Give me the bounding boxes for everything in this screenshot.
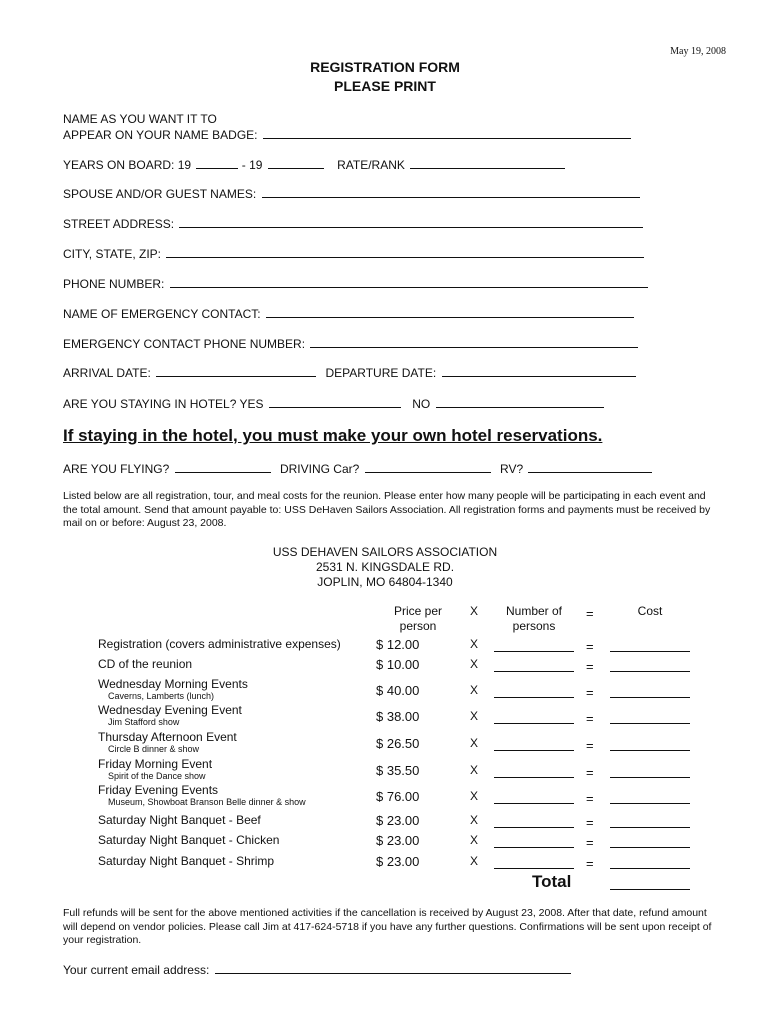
event-price: $ 76.00 xyxy=(376,789,420,804)
cost-blank[interactable] xyxy=(610,697,690,698)
name-badge-label-line1: NAME AS YOU WANT IT TO xyxy=(63,112,217,126)
refund-paragraph: Full refunds will be sent for the above mentioned activities if the cancellation is received by August 23, 2008. After that date, refund amount will depend on vendor policies. Please call Jim at 417-624-5718 if you have any further questions. Confirmations will be sent upon receipt of your registration. xyxy=(63,907,712,946)
persons-blank[interactable] xyxy=(494,777,574,778)
event-price: $ 40.00 xyxy=(376,683,420,698)
rate-rank-blank[interactable] xyxy=(410,157,565,169)
event-description: Jim Stafford show xyxy=(108,717,180,727)
arrival-date-blank[interactable] xyxy=(156,365,316,377)
street-address-blank[interactable] xyxy=(179,216,643,228)
event-name: Saturday Night Banquet - Chicken xyxy=(98,833,280,847)
total-label: Total xyxy=(532,872,572,891)
years-to-blank[interactable] xyxy=(268,157,324,169)
name-badge-label: APPEAR ON YOUR NAME BADGE: xyxy=(63,128,258,142)
emergency-phone-blank[interactable] xyxy=(310,336,638,348)
multiply-sign: X xyxy=(470,763,479,777)
event-description: Caverns, Lamberts (lunch) xyxy=(108,691,215,701)
cost-blank[interactable] xyxy=(610,723,690,724)
emergency-phone-label: EMERGENCY CONTACT PHONE NUMBER: xyxy=(63,337,306,351)
event-name: Thursday Afternoon Event xyxy=(98,730,237,744)
eq-header: = xyxy=(586,606,594,621)
address-line-3: JOPLIN, MO 64804-1340 xyxy=(317,575,453,589)
persons-blank[interactable] xyxy=(494,868,574,869)
equals-sign: = xyxy=(586,856,594,871)
equals-sign: = xyxy=(586,765,594,780)
event-price: $ 23.00 xyxy=(376,813,420,828)
multiply-sign: X xyxy=(470,833,479,847)
event-name: Wednesday Evening Event xyxy=(98,703,242,717)
hotel-yes-blank[interactable] xyxy=(269,396,401,408)
event-description: Circle B dinner & show xyxy=(108,744,200,754)
hotel-no-label: NO xyxy=(412,397,431,411)
equals-sign: = xyxy=(586,738,594,753)
cost-blank[interactable] xyxy=(610,827,690,828)
rv-blank[interactable] xyxy=(528,461,652,473)
city-state-zip-field[interactable] xyxy=(63,246,644,261)
equals-sign: = xyxy=(586,659,594,674)
years-on-board-field[interactable] xyxy=(63,157,565,172)
multiply-sign: X xyxy=(470,657,479,671)
event-name: Wednesday Morning Events xyxy=(98,677,248,691)
price-header: Price per person xyxy=(393,604,443,633)
persons-blank[interactable] xyxy=(494,827,574,828)
driving-label: DRIVING Car? xyxy=(279,462,360,476)
hotel-stay-field[interactable] xyxy=(63,396,604,411)
event-name: Registration (covers administrative expenses) xyxy=(98,637,341,651)
emergency-phone-field[interactable] xyxy=(63,336,638,351)
event-name: Friday Morning Event xyxy=(98,757,213,771)
arrival-date-label: ARRIVAL DATE: xyxy=(63,366,151,380)
years-on-board-label: YEARS ON BOARD: 19 xyxy=(63,158,192,172)
hotel-no-blank[interactable] xyxy=(436,396,604,408)
hotel-notice: If staying in the hotel, you must make your own hotel reservations. xyxy=(63,426,603,445)
departure-date-label: DEPARTURE DATE: xyxy=(325,366,437,380)
street-address-label: STREET ADDRESS: xyxy=(63,217,175,231)
event-name: CD of the reunion xyxy=(98,657,193,671)
cost-blank[interactable] xyxy=(610,847,690,848)
rate-rank-label: RATE/RANK xyxy=(337,158,405,172)
event-name: Saturday Night Banquet - Shrimp xyxy=(98,854,275,868)
multiply-sign: X xyxy=(470,736,479,750)
name-badge-field[interactable] xyxy=(63,127,631,142)
email-label: Your current email address: xyxy=(63,963,210,977)
travel-field[interactable] xyxy=(63,461,652,476)
event-description: Museum, Showboat Branson Belle dinner & show xyxy=(108,797,306,807)
form-date: May 19, 2008 xyxy=(670,46,726,57)
event-price: $ 23.00 xyxy=(376,854,420,869)
city-state-zip-label: CITY, STATE, ZIP: xyxy=(63,247,162,261)
event-name: Friday Evening Events xyxy=(98,783,219,797)
persons-blank[interactable] xyxy=(494,697,574,698)
persons-blank[interactable] xyxy=(494,651,574,652)
number-header: Number of persons xyxy=(505,604,563,633)
street-address-field[interactable] xyxy=(63,216,643,231)
cost-blank[interactable] xyxy=(610,750,690,751)
event-price: $ 35.50 xyxy=(376,763,420,778)
email-blank[interactable] xyxy=(215,962,571,974)
emergency-contact-label: NAME OF EMERGENCY CONTACT: xyxy=(63,307,261,321)
multiply-sign: X xyxy=(470,709,479,723)
cost-header: Cost xyxy=(637,604,663,618)
emergency-contact-field[interactable] xyxy=(63,306,634,321)
city-state-zip-blank[interactable] xyxy=(166,246,644,258)
persons-blank[interactable] xyxy=(494,803,574,804)
phone-number-field[interactable] xyxy=(63,276,648,291)
emergency-contact-blank[interactable] xyxy=(266,306,634,318)
driving-blank[interactable] xyxy=(365,461,491,473)
persons-blank[interactable] xyxy=(494,847,574,848)
intro-paragraph: Listed below are all registration, tour, and meal costs for the reunion. Please enter how many people will be participating in each event and the total amount. Send that amount payable to: USS DeHaven Sailors Association. All registration forms and payments must be received by mail on or before: August 23, 2008. xyxy=(63,490,711,529)
event-price: $ 23.00 xyxy=(376,833,420,848)
persons-blank[interactable] xyxy=(494,671,574,672)
rv-label: RV? xyxy=(500,462,524,476)
cost-blank[interactable] xyxy=(610,868,690,869)
email-field[interactable] xyxy=(63,962,571,977)
departure-date-blank[interactable] xyxy=(442,365,636,377)
cost-blank[interactable] xyxy=(610,777,690,778)
years-from-blank[interactable] xyxy=(196,157,238,169)
multiply-sign: X xyxy=(470,683,479,697)
cost-blank[interactable] xyxy=(610,803,690,804)
flying-label: ARE YOU FLYING? xyxy=(63,462,170,476)
multiply-sign: X xyxy=(470,637,479,651)
x-header: X xyxy=(470,604,479,618)
multiply-sign: X xyxy=(470,854,479,868)
equals-sign: = xyxy=(586,791,594,806)
hotel-stay-label: ARE YOU STAYING IN HOTEL? YES xyxy=(63,397,264,411)
spouse-guest-label: SPOUSE AND/OR GUEST NAMES: xyxy=(63,187,257,201)
phone-number-blank[interactable] xyxy=(170,276,648,288)
event-description: Spirit of the Dance show xyxy=(108,771,206,781)
multiply-sign: X xyxy=(470,813,479,827)
flying-blank[interactable] xyxy=(175,461,271,473)
form-subtitle: PLEASE PRINT xyxy=(334,78,436,94)
equals-sign: = xyxy=(586,639,594,654)
arrival-departure-field[interactable] xyxy=(63,365,636,380)
equals-sign: = xyxy=(586,815,594,830)
event-price: $ 10.00 xyxy=(376,657,420,672)
event-price: $ 12.00 xyxy=(376,637,420,652)
persons-blank[interactable] xyxy=(494,750,574,751)
address-line-1: USS DEHAVEN SAILORS ASSOCIATION xyxy=(272,545,498,559)
equals-sign: = xyxy=(586,711,594,726)
event-name: Saturday Night Banquet - Beef xyxy=(98,813,261,827)
event-price: $ 38.00 xyxy=(376,709,420,724)
equals-sign: = xyxy=(586,685,594,700)
name-badge-blank[interactable] xyxy=(263,127,631,139)
persons-blank[interactable] xyxy=(494,723,574,724)
event-price: $ 26.50 xyxy=(376,736,420,751)
phone-number-label: PHONE NUMBER: xyxy=(63,277,165,291)
spouse-guest-field[interactable] xyxy=(63,186,640,201)
total-cost-blank[interactable] xyxy=(610,889,690,890)
multiply-sign: X xyxy=(470,789,479,803)
address-line-2: 2531 N. KINGSDALE RD. xyxy=(315,560,455,574)
form-title: REGISTRATION FORM xyxy=(310,59,460,75)
spouse-guest-blank[interactable] xyxy=(262,186,640,198)
cost-blank[interactable] xyxy=(610,671,690,672)
equals-sign: = xyxy=(586,835,594,850)
cost-blank[interactable] xyxy=(610,651,690,652)
years-to-label: - 19 xyxy=(241,158,263,172)
